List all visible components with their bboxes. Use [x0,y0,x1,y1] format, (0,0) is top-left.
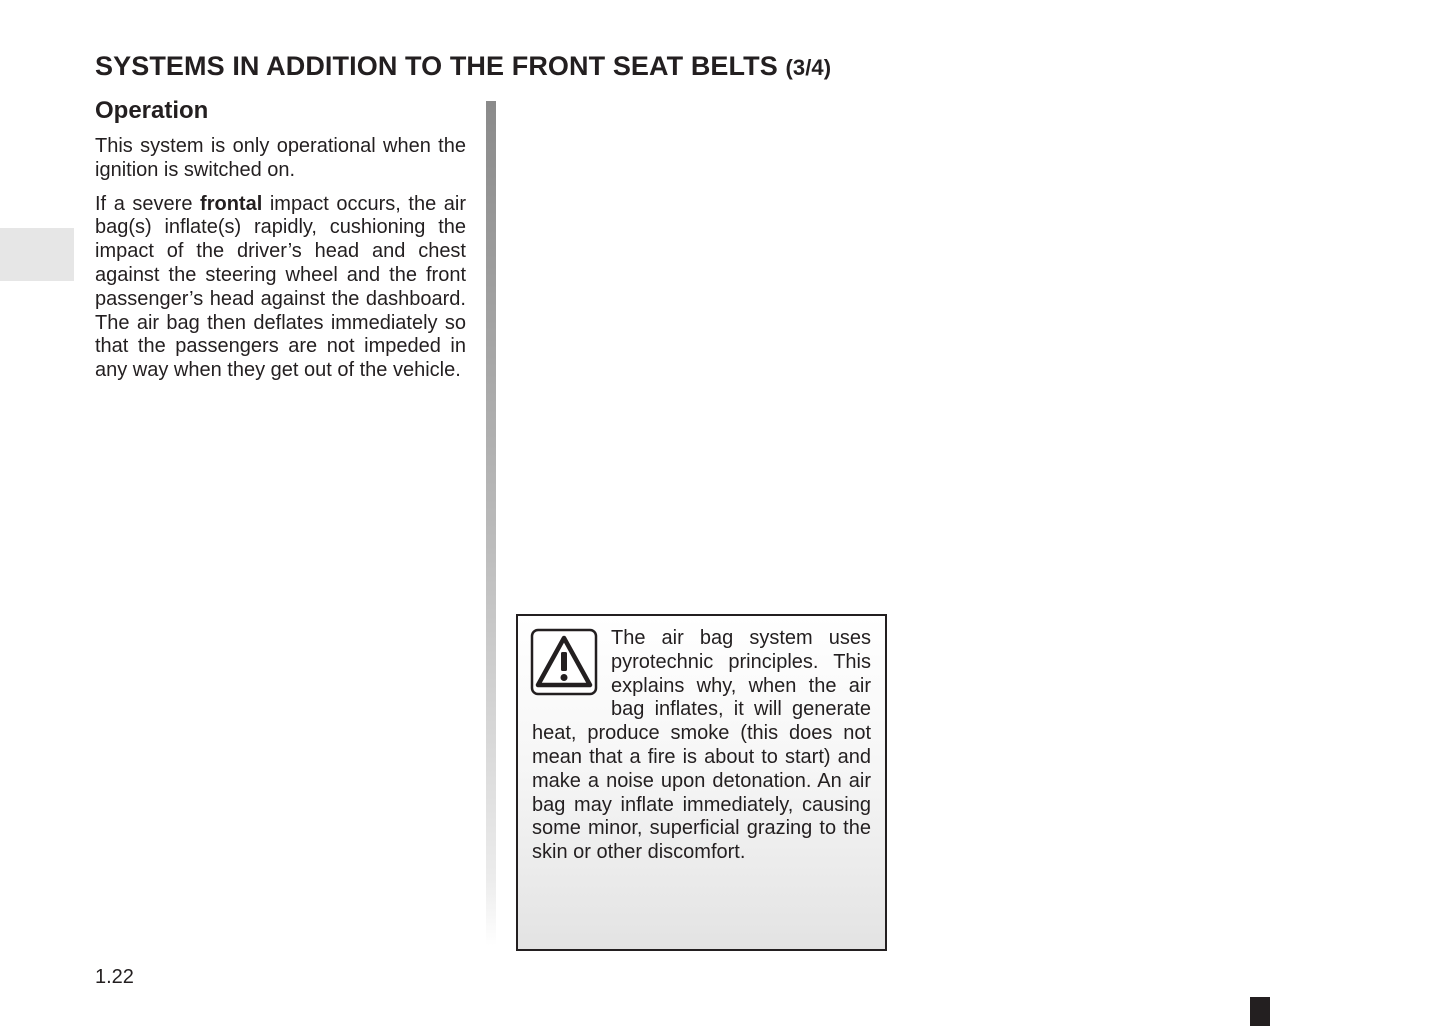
paragraph-2-rest: impact occurs, the air bag(s) inflate(s) rapidly, cushioning the impact of the driver’s head and chest against the steering wheel and the front passenger’s head against the dashboard. The air bag then deflates immediately so that the passengers are not impeded in any way when they get out of the vehicle. [95,192,466,382]
page-part-indicator: (3/4) [785,55,832,80]
page-title [95,48,831,86]
chapter-tab [0,228,74,281]
paragraph-2-start: If a severe [95,192,201,215]
left-column [95,96,466,393]
operation-paragraph-1: This system is only operational when the ignition is switched on. [95,135,466,181]
section-heading: Operation [95,97,209,124]
warning-box [516,614,887,951]
page-title-text: SYSTEMS IN ADDITION TO THE FRONT SEAT BELTS [95,51,778,81]
edge-marker [1250,997,1270,1026]
operation-paragraph-2 [95,193,466,383]
warning-text: The air bag system uses pyrotechnic principles. This explains why, when the air bag inflates, it will generate heat, produce smoke (this does not mean that a fire is about to start) and make a noise upon detonation. An air bag may inflate immediately, causing some minor, superficial grazing to the skin or other discomfort. [532,627,871,864]
warning-triangle-icon [530,628,598,696]
column-divider [486,101,496,946]
paragraph-2-emphasis: frontal [200,192,263,215]
page-number: 1.22 [95,966,134,988]
